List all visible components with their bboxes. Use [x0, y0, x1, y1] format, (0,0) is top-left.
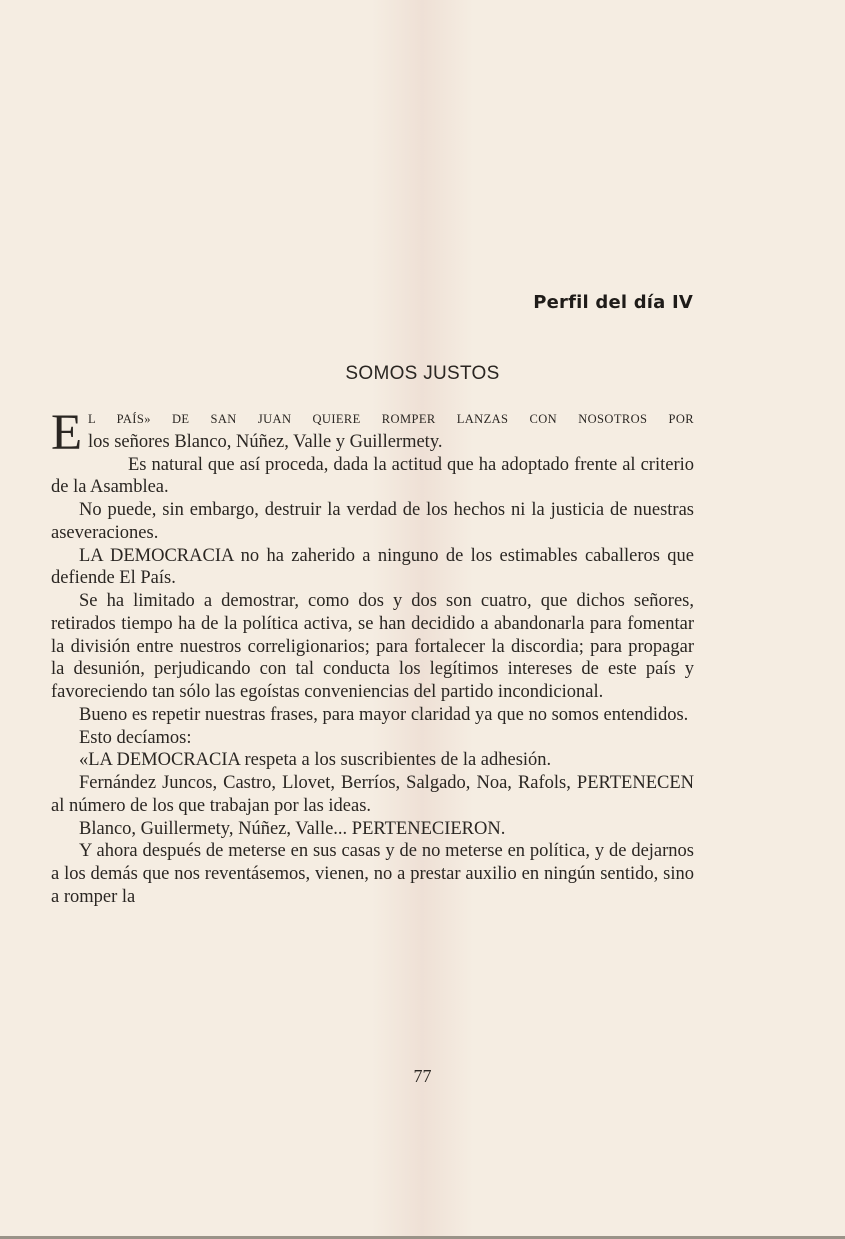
article-title: SOMOS JUSTOS: [345, 363, 500, 384]
paragraph: Fernández Juncos, Castro, Llovet, Berríos, Salgado, Noa, Rafols, PERTENECEN al número de los que trabajan por las ideas.: [51, 773, 694, 816]
running-head: Perfil del día IV: [533, 292, 693, 313]
paragraph: No puede, sin embargo, destruir la verdad de los hechos ni la justicia de nuestras aseveraciones.: [51, 500, 694, 543]
paragraph: Esto decíamos:: [79, 727, 192, 748]
article-body: [51, 405, 694, 909]
opening-second-line: los señores Blanco, Núñez, Valle y Guillermety.: [88, 431, 443, 452]
paragraph: Y ahora después de meterse en sus casas y de no meterse en política, y de dejarnos a los demás que nos reventásemos, vienen, no a prestar auxilio en ningún sentido, sino a romper la: [51, 841, 694, 907]
opening-lines: [51, 405, 694, 461]
paragraph: Es natural que así proceda, dada la actitud que ha adoptado frente al criterio de la Asamblea.: [51, 454, 694, 498]
paragraph: Blanco, Guillermety, Núñez, Valle... PERTENECIERON.: [79, 818, 506, 839]
opening-small-caps-line: L PAÍS» DE SAN JUAN QUIERE ROMPER LANZAS CON NOSOTROS POR: [88, 412, 694, 426]
paragraph: Se ha limitado a demostrar, como dos y dos son cuatro, que dichos señores, retirados tiempo ha de la política activa, se han decidido a abandonarla para fomentar la división entre nuestros correligionarios; para fortalecer la discordia; para propagar la desunión, perjudicando con tal conducta los legítimos intereses de este país y favoreciendo tan sólo las egoístas conveniencias del partido incondicional.: [51, 591, 694, 702]
paragraph: «LA DEMOCRACIA respeta a los suscribientes de la adhesión.: [79, 750, 552, 771]
drop-cap: E: [51, 405, 83, 461]
page-number: 77: [413, 1066, 432, 1086]
paragraph: Bueno es repetir nuestras frases, para mayor claridad ya que no somos entendidos.: [79, 704, 689, 725]
paragraph: LA DEMOCRACIA no ha zaherido a ninguno de los estimables caballeros que defiende El País.: [51, 545, 694, 589]
